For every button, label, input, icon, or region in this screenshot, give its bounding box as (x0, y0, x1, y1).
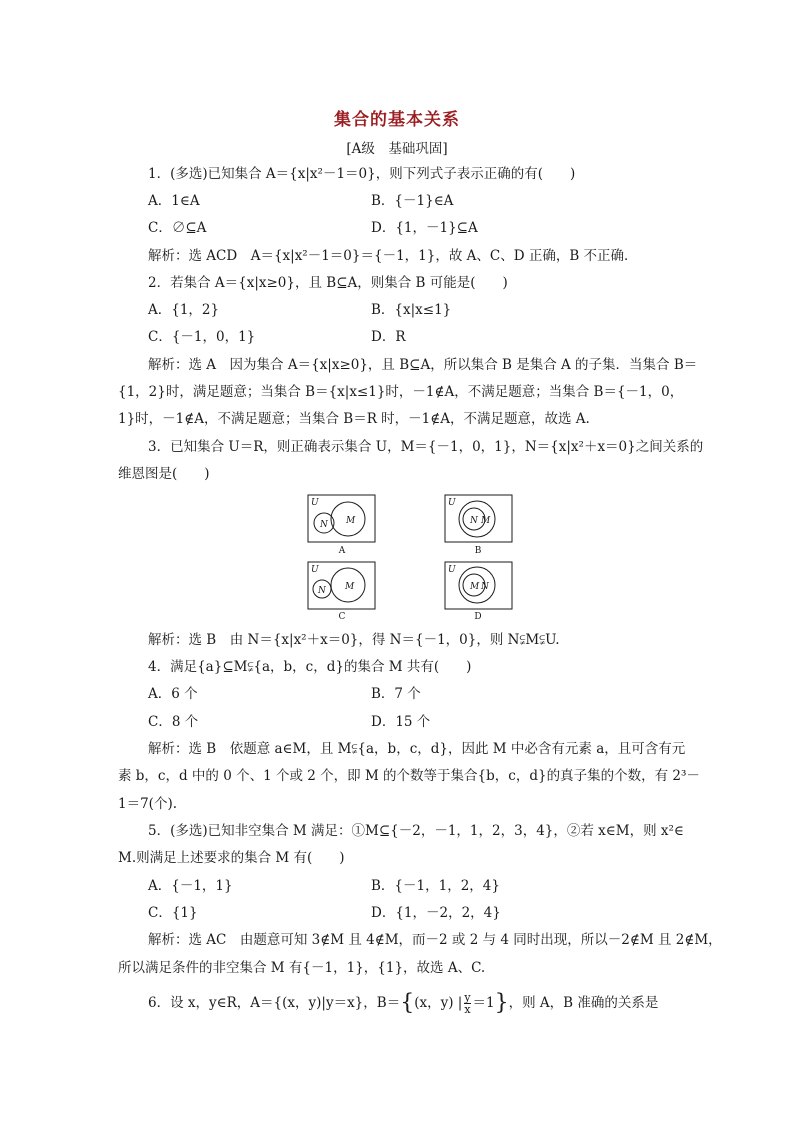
question-1-option-a: A．1∈A (148, 193, 200, 209)
question-5-option-b: B．{－1，1，2，4} (371, 878, 500, 894)
venn-a-label-m: M (346, 516, 356, 526)
venn-caption-b: B (474, 546, 482, 556)
question-5-solution-line-2: 所以满足条件的非空集合 M 有{－1，1}，{1}，故选 A、C. (118, 960, 486, 976)
venn-a-label-n: N (320, 520, 328, 530)
question-5-option-c: C．{1} (148, 905, 198, 921)
question-4-solution-line-3: 1＝7(个). (118, 796, 178, 812)
page-title: 集合的基本关系 (334, 110, 460, 130)
venn-d-label-u: U (448, 565, 456, 575)
question-2-solution-line-1: 解析：选 A 因为集合 A＝{x|x≥0}，且 B⊆A，所以集合 B 是集合 A 的子集．当集合 B＝ (148, 357, 698, 373)
question-2-solution-line-3: 1}时，－1∉A，不满足题意；当集合 B＝R 时，－1∉A，不满足题意，故选 A. (118, 411, 590, 427)
question-1-stem: 1．(多选)已知集合 A＝{x|x²－1＝0}，则下列式子表示正确的有( ) (148, 166, 576, 182)
venn-c-label-u: U (311, 565, 319, 575)
question-3-solution: 解析：选 B 由 N＝{x|x²＋x＝0}，得 N＝{－1，0}，则 N⫋M⫋U. (148, 632, 560, 648)
set-close-brace: } (494, 990, 509, 1016)
fraction-y-over-x (464, 992, 470, 1015)
venn-c-label-m: M (345, 582, 355, 592)
venn-c-label-n: N (318, 586, 326, 596)
venn-diagram-figure (290, 490, 530, 624)
question-5-option-a: A．{－1，1} (148, 878, 233, 894)
question-2-solution-line-2: {1，2}时，满足题意；当集合 B＝{x|x≤1}时，－1∉A，不满足题意；当集合 B＝{－1，0， (118, 384, 684, 400)
question-3-stem-line-1: 3．已知集合 U＝R，则正确表示集合 U，M＝{－1，0，1}，N＝{x|x²＋x＝0}之间关系的 (148, 439, 704, 455)
set-open-brace: { (400, 990, 415, 1016)
question-4-solution-line-1: 解析：选 B 依题意 a∈M，且 M⫋{a，b，c，d}，因此 M 中必含有元素 a，且可含有元 (148, 741, 686, 757)
question-5-option-d: D．{1，－2，2，4} (371, 905, 501, 921)
question-1-option-b: B．{－1}∈A (371, 193, 454, 209)
fraction-numerator: y (464, 991, 471, 1004)
question-4-option-d: D．15 个 (371, 714, 431, 730)
fraction-denominator: x (464, 1003, 471, 1016)
venn-diagrams (290, 490, 530, 620)
question-2-option-d: D．R (371, 329, 406, 345)
question-2-option-a: A．{1，2} (148, 302, 220, 318)
question-3-stem-line-2: 维恩图是( ) (118, 466, 210, 482)
question-4-option-a: A．6 个 (148, 686, 198, 702)
question-6-stem-part-a: 6．设 x，y∈R，A＝{(x，y)|y＝x}，B＝ (148, 995, 401, 1011)
question-5-stem-line-2: M.则满足上述要求的集合 M 有( ) (118, 850, 345, 866)
venn-caption-c: C (338, 612, 346, 620)
question-1-solution: 解析：选 ACD A＝{x|x²－1＝0}＝{－1，1}，故 A、C、D 正确，B 不正确． (148, 248, 638, 264)
question-4-stem: 4．满足{a}⊆M⫋{a，b，c，d}的集合 M 共有( ) (148, 659, 472, 675)
venn-b-label-u: U (448, 498, 456, 508)
question-2-option-c: C．{－1，0，1} (148, 329, 256, 345)
question-5-stem-line-1: 5．(多选)已知非空集合 M 满足：①M⊆{－2，－1，1，2，3，4}，②若 x∈M，则 x²∈ (148, 823, 684, 839)
venn-b-label-n: N (470, 516, 478, 526)
equals-one: ＝1 (472, 995, 495, 1011)
question-6-stem: 6．设 x，y∈R，A＝{(x，y)|y＝x}，B＝{(x，y) | $\frac{y}{x}$ ＝1}，则 A，B 准确的关系是 (148, 990, 659, 1016)
venn-a-label-u: U (311, 498, 319, 508)
venn-b-label-m: M (481, 516, 491, 526)
venn-d-label-n: N (481, 582, 489, 592)
question-1-option-c: C．∅⊆A (148, 220, 207, 236)
venn-caption-a: A (338, 546, 346, 556)
question-4-solution-line-2: 素 b，c，d 中的 0 个、1 个或 2 个，即 M 的个数等于集合{b，c，d}的真子集的个数，有 2³－ (118, 768, 700, 784)
question-2-stem: 2．若集合 A＝{x|x≥0}，且 B⊆A，则集合 B 可能是( ) (148, 275, 508, 291)
venn-d-label-m: M (470, 582, 480, 592)
question-4-option-c: C．8 个 (148, 714, 199, 730)
section-subtitle: [A级 基础巩固] (346, 141, 448, 157)
question-2-option-b: B．{x|x≤1} (371, 302, 452, 318)
question-1-option-d: D．{1，－1}⊆A (371, 220, 478, 236)
question-5-solution-line-1: 解析：选 AC 由题意可知 3∉M 且 4∉M，而－2 或 2 与 4 同时出现，所以－2∉M 且 2∉M， (148, 932, 722, 948)
question-4-option-b: B．7 个 (371, 686, 421, 702)
venn-caption-d: D (474, 612, 482, 620)
question-6-stem-part-b: ，则 A，B 准确的关系是 (508, 995, 659, 1011)
ordered-pair: (x，y) (414, 995, 454, 1011)
